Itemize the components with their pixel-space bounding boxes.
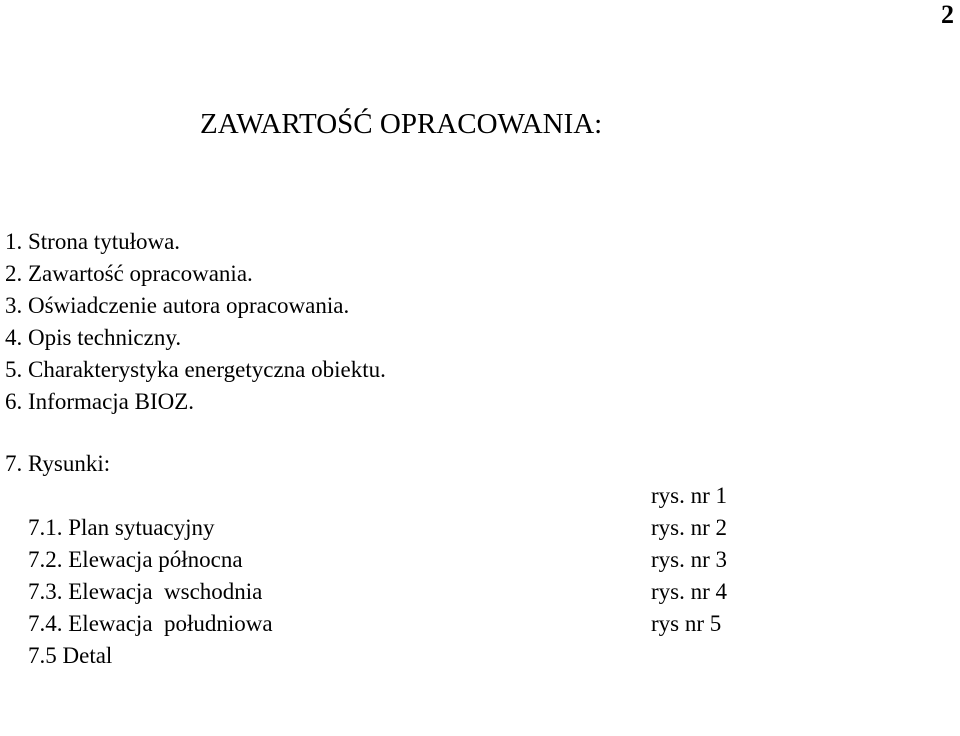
- contents-item: 3. Oświadczenie autora opracowania.: [5, 293, 350, 318]
- document-title: ZAWARTOŚĆ OPRACOWANIA:: [200, 108, 603, 140]
- drawing-label: 7.4. Elewacja południowa: [28, 611, 273, 636]
- drawing-label: 7.1. Plan sytuacyjny: [28, 515, 215, 540]
- drawing-ref: rys nr 5: [651, 611, 722, 636]
- drawings-list: [5, 480, 905, 668]
- drawings-heading: 7. Rysunki:: [5, 451, 111, 476]
- contents-item: 5. Charakterystyka energetyczna obiektu.: [5, 357, 386, 382]
- contents-item: 1. Strona tytułowa.: [5, 229, 181, 254]
- contents-item: 6. Informacja BIOZ.: [5, 389, 195, 414]
- drawing-ref: rys. nr 4: [651, 579, 728, 604]
- drawing-ref: rys. nr 1: [651, 483, 728, 508]
- page-number: 2: [941, 0, 954, 29]
- drawing-label: 7.2. Elewacja północna: [28, 547, 243, 572]
- drawing-ref: rys. nr 2: [651, 515, 728, 540]
- drawing-ref: rys. nr 3: [651, 547, 728, 572]
- contents-list: [5, 226, 386, 418]
- contents-item: 4. Opis techniczny.: [5, 325, 182, 350]
- drawing-label: 7.3. Elewacja wschodnia: [28, 579, 263, 604]
- drawing-label: 7.5 Detal: [28, 643, 113, 668]
- contents-item: 2. Zawartość opracowania.: [5, 261, 253, 286]
- drawing-item: [5, 608, 905, 668]
